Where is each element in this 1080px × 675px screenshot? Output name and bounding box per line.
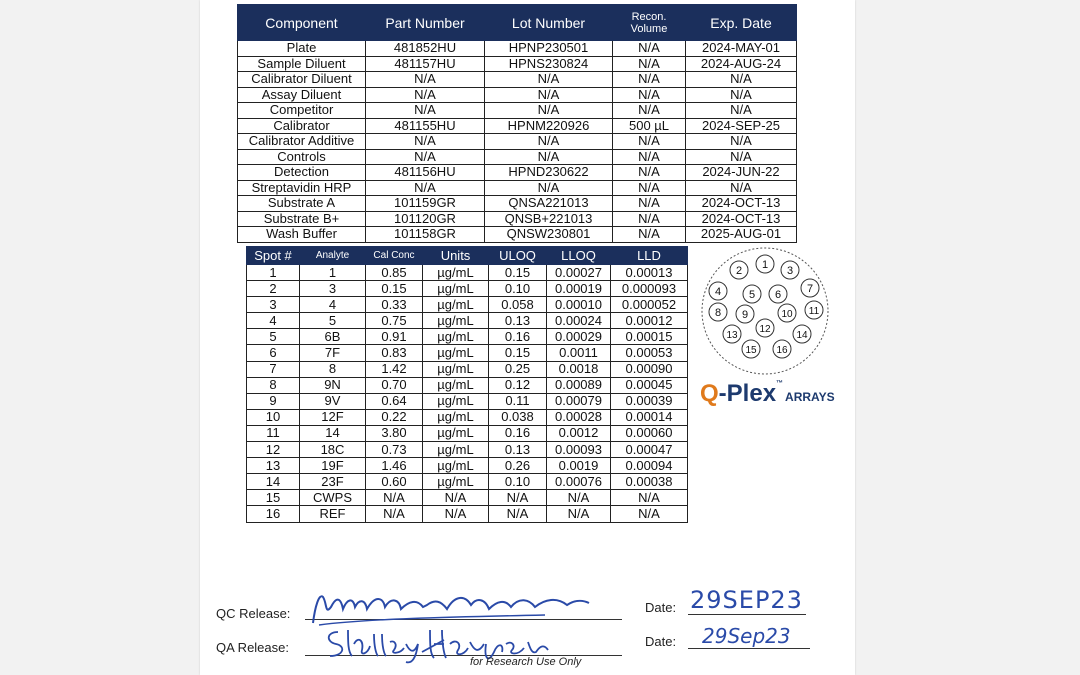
cell-units: µg/mL — [423, 425, 489, 441]
cell-analyte: 23F — [300, 474, 366, 490]
cell-lot-number: N/A — [485, 180, 613, 196]
cell-analyte: 8 — [300, 361, 366, 377]
logo-plex: -Plex — [718, 380, 777, 407]
cell-recon-volume: N/A — [613, 41, 686, 57]
array-spot-label: 14 — [796, 330, 808, 341]
spots-table — [246, 246, 688, 523]
cell-lloq: 0.00010 — [547, 297, 611, 313]
array-spot — [736, 305, 754, 323]
table-row — [238, 41, 797, 57]
cell-cal-conc: 0.60 — [366, 474, 423, 490]
cell-lld: 0.00015 — [611, 329, 688, 345]
array-spot-label: 12 — [759, 324, 771, 335]
cell-lloq: 0.0018 — [547, 361, 611, 377]
table-row — [238, 72, 797, 88]
cell-uloq: 0.10 — [489, 474, 547, 490]
cell-units: µg/mL — [423, 297, 489, 313]
cell-lot-number: N/A — [485, 103, 613, 119]
cell-lld: 0.000052 — [611, 297, 688, 313]
cell-cal-conc: N/A — [366, 506, 423, 522]
spots-body — [247, 265, 688, 523]
qc-release-label: QC Release: — [216, 606, 291, 621]
table-row — [247, 442, 688, 458]
array-spot-label: 6 — [774, 289, 782, 301]
cell-spot: 12 — [247, 442, 300, 458]
cell-lot-number: HPNM220926 — [485, 118, 613, 134]
cell-analyte: 9N — [300, 377, 366, 393]
cell-analyte: 7F — [300, 345, 366, 361]
logo-q: Q — [700, 380, 719, 407]
cell-lld: 0.00039 — [611, 393, 688, 409]
cell-units: µg/mL — [423, 409, 489, 425]
array-spot-label: 7 — [806, 283, 814, 295]
array-spot-label: 8 — [714, 307, 722, 319]
header-uloq: ULOQ — [489, 247, 547, 265]
cell-lld: 0.00012 — [611, 313, 688, 329]
cell-lloq: 0.0019 — [547, 458, 611, 474]
cell-cal-conc: 0.64 — [366, 393, 423, 409]
cell-uloq: 0.11 — [489, 393, 547, 409]
array-spot — [709, 282, 727, 300]
cell-spot: 7 — [247, 361, 300, 377]
cell-units: µg/mL — [423, 265, 489, 281]
cell-lot-number: QNSB+221013 — [485, 211, 613, 227]
cell-lloq: 0.00079 — [547, 393, 611, 409]
cell-spot: 13 — [247, 458, 300, 474]
cell-exp-date: 2024-AUG-24 — [686, 56, 797, 72]
cell-lld: N/A — [611, 506, 688, 522]
cell-lld: N/A — [611, 490, 688, 506]
cell-part-number: 481155HU — [366, 118, 485, 134]
cell-part-number: N/A — [366, 134, 485, 150]
table-row — [238, 227, 797, 243]
table-row — [247, 425, 688, 441]
cell-spot: 16 — [247, 506, 300, 522]
cell-recon-volume: N/A — [613, 56, 686, 72]
cell-spot: 14 — [247, 474, 300, 490]
cell-lot-number: HPND230622 — [485, 165, 613, 181]
cell-lot-number: N/A — [485, 149, 613, 165]
table-row — [247, 329, 688, 345]
table-row — [247, 409, 688, 425]
cell-component: Calibrator — [238, 118, 366, 134]
cell-component: Plate — [238, 41, 366, 57]
cell-lot-number: QNSA221013 — [485, 196, 613, 212]
array-spot — [742, 340, 760, 358]
qc-date-line — [688, 614, 806, 615]
table-row — [247, 474, 688, 490]
table-row — [247, 345, 688, 361]
header-spot: Spot # — [247, 247, 300, 265]
cell-recon-volume: N/A — [613, 72, 686, 88]
cell-component: Streptavidin HRP — [238, 180, 366, 196]
cell-recon-volume: N/A — [613, 149, 686, 165]
cell-uloq: N/A — [489, 490, 547, 506]
header-exp-date: Exp. Date — [686, 5, 797, 41]
date-label-qa: Date: — [645, 634, 677, 649]
cell-part-number: N/A — [366, 149, 485, 165]
array-spot-label: 11 — [808, 306, 820, 317]
cell-analyte: 5 — [300, 313, 366, 329]
cell-uloq: 0.15 — [489, 265, 547, 281]
cell-lloq: 0.00076 — [547, 474, 611, 490]
cell-part-number: 101120GR — [366, 211, 485, 227]
array-spot-label: 13 — [726, 330, 738, 341]
cell-spot: 15 — [247, 490, 300, 506]
cell-exp-date: N/A — [686, 87, 797, 103]
cell-recon-volume: N/A — [613, 211, 686, 227]
header-recon-line1: Recon. — [631, 10, 667, 23]
cell-units: µg/mL — [423, 281, 489, 297]
array-spot — [730, 261, 748, 279]
table-row — [238, 165, 797, 181]
cell-recon-volume: N/A — [613, 103, 686, 119]
header-recon-line2: Volume — [630, 22, 668, 35]
cell-lloq: 0.0011 — [547, 345, 611, 361]
cell-analyte: 19F — [300, 458, 366, 474]
cell-part-number: 481156HU — [366, 165, 485, 181]
array-spot — [743, 285, 761, 303]
cell-cal-conc: 0.33 — [366, 297, 423, 313]
research-use-only-note: for Research Use Only — [470, 656, 582, 668]
cell-lloq: 0.00024 — [547, 313, 611, 329]
cell-lloq: N/A — [547, 506, 611, 522]
cell-units: N/A — [423, 506, 489, 522]
cell-lld: 0.00060 — [611, 425, 688, 441]
cell-analyte: 14 — [300, 425, 366, 441]
cell-analyte: 3 — [300, 281, 366, 297]
array-spot-label: 1 — [761, 259, 769, 271]
cell-lloq: 0.00029 — [547, 329, 611, 345]
cell-analyte: 6B — [300, 329, 366, 345]
cell-analyte: 4 — [300, 297, 366, 313]
cell-units: µg/mL — [423, 458, 489, 474]
header-lld: LLD — [611, 247, 688, 265]
cell-analyte: REF — [300, 506, 366, 522]
table-row — [238, 87, 797, 103]
cell-lot-number: N/A — [485, 134, 613, 150]
cell-cal-conc: 0.70 — [366, 377, 423, 393]
cell-spot: 5 — [247, 329, 300, 345]
cell-cal-conc: 1.46 — [366, 458, 423, 474]
table-row — [247, 361, 688, 377]
cell-cal-conc: 0.75 — [366, 313, 423, 329]
cell-recon-volume: N/A — [613, 87, 686, 103]
cell-uloq: 0.16 — [489, 425, 547, 441]
table-row — [247, 458, 688, 474]
cell-units: N/A — [423, 490, 489, 506]
array-spot-label: 2 — [735, 265, 743, 277]
table-row — [238, 56, 797, 72]
cell-exp-date: 2024-JUN-22 — [686, 165, 797, 181]
table-row — [247, 393, 688, 409]
header-cal-conc: Cal Conc — [366, 247, 423, 265]
cell-exp-date: N/A — [686, 180, 797, 196]
cell-spot: 11 — [247, 425, 300, 441]
cell-units: µg/mL — [423, 442, 489, 458]
cell-uloq: 0.058 — [489, 297, 547, 313]
cell-lld: 0.00090 — [611, 361, 688, 377]
qa-release-label: QA Release: — [216, 640, 289, 655]
cell-lot-number: QNSW230801 — [485, 227, 613, 243]
cell-component: Assay Diluent — [238, 87, 366, 103]
cell-spot: 4 — [247, 313, 300, 329]
cell-lloq: 0.00027 — [547, 265, 611, 281]
array-spot — [709, 303, 727, 321]
cell-part-number: N/A — [366, 180, 485, 196]
array-spot — [769, 285, 787, 303]
cell-uloq: 0.038 — [489, 409, 547, 425]
date-label-qc: Date: — [645, 600, 677, 615]
array-spot — [773, 340, 791, 358]
cell-cal-conc: 0.91 — [366, 329, 423, 345]
array-spot — [756, 319, 774, 337]
cell-lloq: 0.00089 — [547, 377, 611, 393]
qa-date-line — [688, 648, 810, 649]
cell-exp-date: N/A — [686, 103, 797, 119]
cell-analyte: 12F — [300, 409, 366, 425]
cell-exp-date: 2025-AUG-01 — [686, 227, 797, 243]
array-spot-label: 4 — [714, 286, 722, 298]
cell-lld: 0.00094 — [611, 458, 688, 474]
cell-recon-volume: N/A — [613, 165, 686, 181]
cell-analyte: 18C — [300, 442, 366, 458]
cell-uloq: N/A — [489, 506, 547, 522]
array-spot — [756, 255, 774, 273]
cell-lld: 0.00013 — [611, 265, 688, 281]
cell-recon-volume: N/A — [613, 196, 686, 212]
cell-analyte: CWPS — [300, 490, 366, 506]
cell-lot-number: HPNS230824 — [485, 56, 613, 72]
cell-exp-date: 2024-OCT-13 — [686, 211, 797, 227]
spots-header-row — [247, 247, 688, 265]
cell-spot: 9 — [247, 393, 300, 409]
cell-lld: 0.00038 — [611, 474, 688, 490]
cell-component: Calibrator Additive — [238, 134, 366, 150]
cell-part-number: N/A — [366, 87, 485, 103]
cell-cal-conc: 3.80 — [366, 425, 423, 441]
cell-uloq: 0.13 — [489, 313, 547, 329]
array-spot — [781, 261, 799, 279]
cell-uloq: 0.12 — [489, 377, 547, 393]
cell-exp-date: 2024-MAY-01 — [686, 41, 797, 57]
header-part-number: Part Number — [366, 5, 485, 41]
array-spot — [801, 279, 819, 297]
header-lot-number: Lot Number — [485, 5, 613, 41]
cell-uloq: 0.26 — [489, 458, 547, 474]
array-spot — [778, 304, 796, 322]
qa-date: 29Sep23 — [702, 624, 791, 648]
cell-lloq: 0.00093 — [547, 442, 611, 458]
cell-part-number: 481157HU — [366, 56, 485, 72]
logo-arrays: ARRAYS — [785, 390, 835, 404]
cell-cal-conc: 0.15 — [366, 281, 423, 297]
table-row — [247, 281, 688, 297]
cell-uloq: 0.10 — [489, 281, 547, 297]
components-header-row — [238, 5, 797, 41]
cell-exp-date: 2024-SEP-25 — [686, 118, 797, 134]
components-table — [237, 4, 797, 243]
cell-lloq: 0.00019 — [547, 281, 611, 297]
cell-spot: 3 — [247, 297, 300, 313]
cell-uloq: 0.13 — [489, 442, 547, 458]
cell-lloq: N/A — [547, 490, 611, 506]
cell-units: µg/mL — [423, 329, 489, 345]
array-spot-label: 5 — [748, 289, 756, 301]
cell-part-number: 101158GR — [366, 227, 485, 243]
array-spot-map — [700, 246, 830, 376]
cell-part-number: N/A — [366, 103, 485, 119]
cell-lot-number: N/A — [485, 72, 613, 88]
cell-lloq: 0.00028 — [547, 409, 611, 425]
cell-part-number: 481852HU — [366, 41, 485, 57]
cell-component: Substrate A — [238, 196, 366, 212]
cell-lld: 0.00047 — [611, 442, 688, 458]
cell-units: µg/mL — [423, 345, 489, 361]
cell-spot: 10 — [247, 409, 300, 425]
cell-component: Wash Buffer — [238, 227, 366, 243]
table-row — [247, 377, 688, 393]
array-spot-label: 15 — [745, 345, 757, 356]
cell-units: µg/mL — [423, 393, 489, 409]
cell-exp-date: N/A — [686, 149, 797, 165]
cell-exp-date: 2024-OCT-13 — [686, 196, 797, 212]
cell-cal-conc: 1.42 — [366, 361, 423, 377]
table-row — [238, 180, 797, 196]
cell-uloq: 0.25 — [489, 361, 547, 377]
cell-uloq: 0.15 — [489, 345, 547, 361]
cell-recon-volume: N/A — [613, 180, 686, 196]
cell-recon-volume: N/A — [613, 227, 686, 243]
cell-cal-conc: 0.85 — [366, 265, 423, 281]
header-analyte: Analyte — [300, 247, 366, 265]
cell-lld: 0.00045 — [611, 377, 688, 393]
cell-lot-number: N/A — [485, 87, 613, 103]
cell-part-number: 101159GR — [366, 196, 485, 212]
logo-tm: ™ — [776, 380, 784, 387]
cell-component: Sample Diluent — [238, 56, 366, 72]
cell-analyte: 9V — [300, 393, 366, 409]
cell-cal-conc: 0.22 — [366, 409, 423, 425]
cell-cal-conc: 0.73 — [366, 442, 423, 458]
cell-lloq: 0.0012 — [547, 425, 611, 441]
table-row — [247, 265, 688, 281]
cell-spot: 1 — [247, 265, 300, 281]
cell-spot: 2 — [247, 281, 300, 297]
cell-component: Competitor — [238, 103, 366, 119]
cell-exp-date: N/A — [686, 72, 797, 88]
cell-recon-volume: 500 µL — [613, 118, 686, 134]
cell-lot-number: HPNP230501 — [485, 41, 613, 57]
table-row — [247, 297, 688, 313]
header-component: Component — [238, 5, 366, 41]
array-spot-label: 16 — [776, 345, 788, 356]
table-row — [247, 313, 688, 329]
cell-cal-conc: N/A — [366, 490, 423, 506]
cell-units: µg/mL — [423, 361, 489, 377]
array-spot-label: 9 — [741, 309, 749, 321]
qplex-logo — [700, 380, 860, 408]
array-spot — [793, 325, 811, 343]
cell-spot: 8 — [247, 377, 300, 393]
table-row — [238, 211, 797, 227]
cell-component: Substrate B+ — [238, 211, 366, 227]
table-row — [238, 118, 797, 134]
array-spot-label: 3 — [786, 265, 794, 277]
cell-part-number: N/A — [366, 72, 485, 88]
array-spot — [723, 325, 741, 343]
cell-lld: 0.00053 — [611, 345, 688, 361]
table-row — [238, 134, 797, 150]
cell-lld: 0.000093 — [611, 281, 688, 297]
qc-date: 29SEP23 — [690, 586, 803, 614]
cell-component: Controls — [238, 149, 366, 165]
table-row — [238, 149, 797, 165]
cell-uloq: 0.16 — [489, 329, 547, 345]
cell-exp-date: N/A — [686, 134, 797, 150]
cell-units: µg/mL — [423, 474, 489, 490]
cell-lld: 0.00014 — [611, 409, 688, 425]
cell-spot: 6 — [247, 345, 300, 361]
table-row — [238, 196, 797, 212]
components-body — [238, 41, 797, 243]
header-recon-volume — [613, 5, 686, 41]
table-row — [247, 490, 688, 506]
cell-units: µg/mL — [423, 377, 489, 393]
cell-analyte: 1 — [300, 265, 366, 281]
cell-component: Detection — [238, 165, 366, 181]
header-units: Units — [423, 247, 489, 265]
cell-cal-conc: 0.83 — [366, 345, 423, 361]
header-lloq: LLOQ — [547, 247, 611, 265]
cell-units: µg/mL — [423, 313, 489, 329]
array-spot-label: 10 — [781, 309, 793, 320]
table-row — [238, 103, 797, 119]
cell-recon-volume: N/A — [613, 134, 686, 150]
table-row — [247, 506, 688, 522]
array-spot — [805, 301, 823, 319]
cell-component: Calibrator Diluent — [238, 72, 366, 88]
